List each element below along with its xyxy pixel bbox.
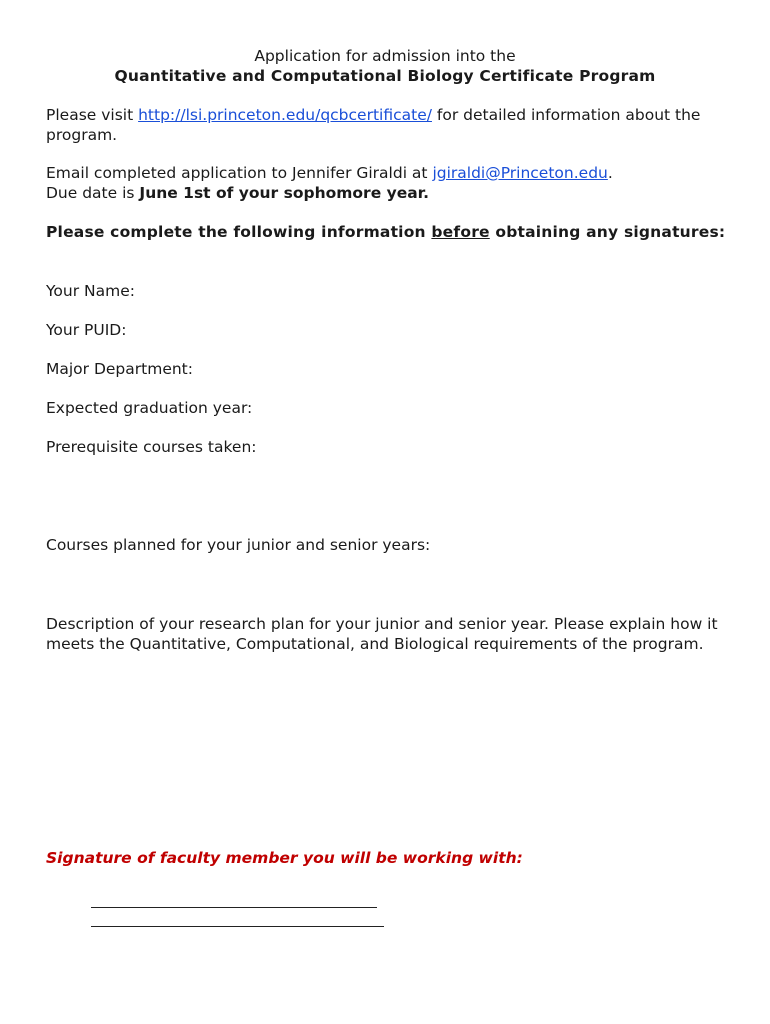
instructions-part-2: obtaining any signatures: (489, 223, 726, 241)
field-name-label: Your Name: (46, 282, 135, 300)
signature-line-2 (91, 926, 384, 927)
instructions (46, 223, 736, 243)
due-prefix: Due date is (46, 183, 140, 202)
field-major-label: Major Department: (46, 360, 193, 378)
due-date: June 1st of your sophomore year. (139, 183, 430, 202)
email-suffix: . (607, 164, 613, 182)
field-puid-label: Your PUID: (46, 321, 127, 339)
program-link[interactable]: http://lsi.princeton.edu/qcbcertificate/ (138, 106, 432, 124)
intro-paragraph (46, 106, 736, 145)
signature-line-1 (91, 907, 377, 908)
visit-suffix: for detailed information about the program. (46, 106, 701, 144)
program-title: Quantitative and Computational Biology Certificate Program (114, 67, 656, 85)
signature-heading: Signature of faculty member you will be working with: (46, 849, 523, 867)
visit-prefix: Please visit (46, 106, 139, 124)
document-header (0, 46, 770, 86)
email-prefix: Email completed application to Jennifer Giraldi at (46, 164, 433, 182)
field-prerequisites-label: Prerequisite courses taken: (46, 438, 257, 456)
email-paragraph (46, 164, 736, 203)
instructions-emphasis: before (431, 223, 490, 241)
field-graduation-label: Expected graduation year: (46, 399, 253, 417)
instructions-part-1: Please complete the following information (46, 223, 432, 241)
email-link[interactable]: jgiraldi@Princeton.edu (432, 164, 608, 182)
field-research-plan-label: Description of your research plan for your junior and senior year. Please explain how it meets the Quantitative, Computational, and Biological requirements of the program. (46, 615, 718, 653)
header-line-1: Application for admission into the (254, 47, 516, 65)
field-courses-planned-label: Courses planned for your junior and senior years: (46, 536, 431, 554)
